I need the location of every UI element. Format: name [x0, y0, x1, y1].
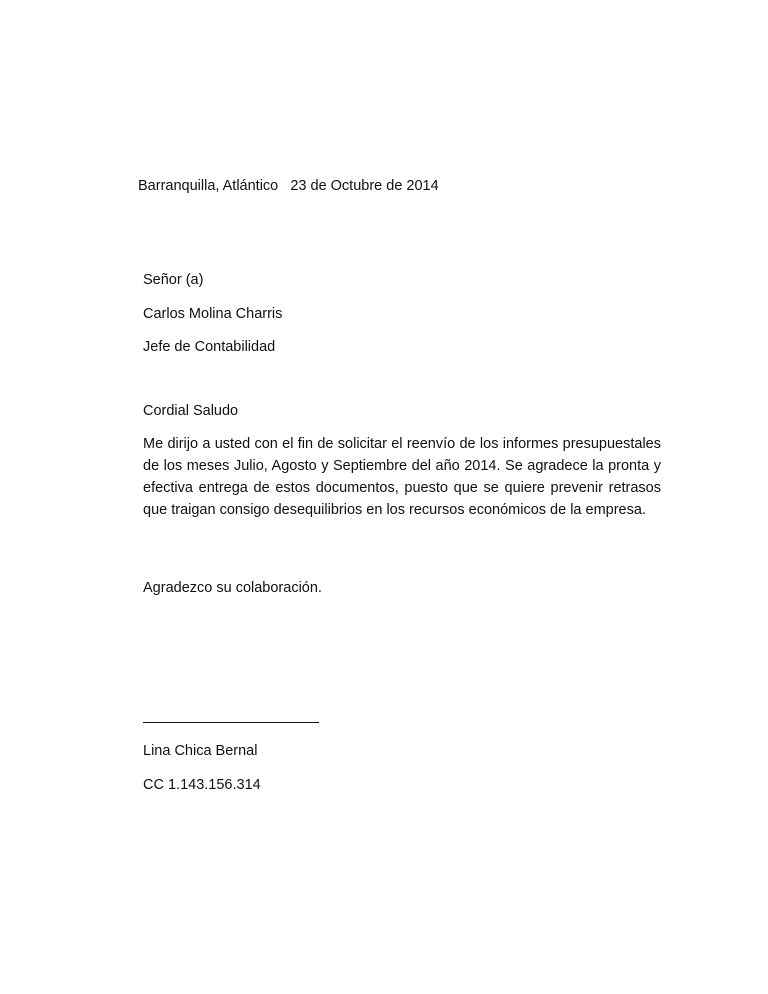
letter-body: Me dirijo a usted con el fin de solicitar el reenvío de los informes presupuestales de los meses Julio, Agosto y Septiembre del año 2014. Se agradece la pronta y efectiva entrega de estos documentos, puesto que se quiere prevenir retrasos que traigan consigo desequilibrios en los recursos económicos de la empresa. [143, 436, 661, 518]
place-text: Barranquilla, Atlántico [138, 178, 279, 194]
recipient-position: Jefe de Contabilidad [143, 339, 276, 355]
date-line [138, 177, 439, 195]
sender-name: Lina Chica Bernal [143, 743, 258, 759]
date-text: 23 de Octubre de 2014 [290, 178, 439, 194]
signature-line [143, 722, 319, 723]
sender-id: CC 1.143.156.314 [143, 777, 261, 793]
recipient-title: Señor (a) [143, 272, 204, 288]
closing: Agradezco su colaboración. [143, 580, 322, 596]
recipient-name: Carlos Molina Charris [143, 306, 283, 322]
greeting: Cordial Saludo [143, 403, 239, 419]
